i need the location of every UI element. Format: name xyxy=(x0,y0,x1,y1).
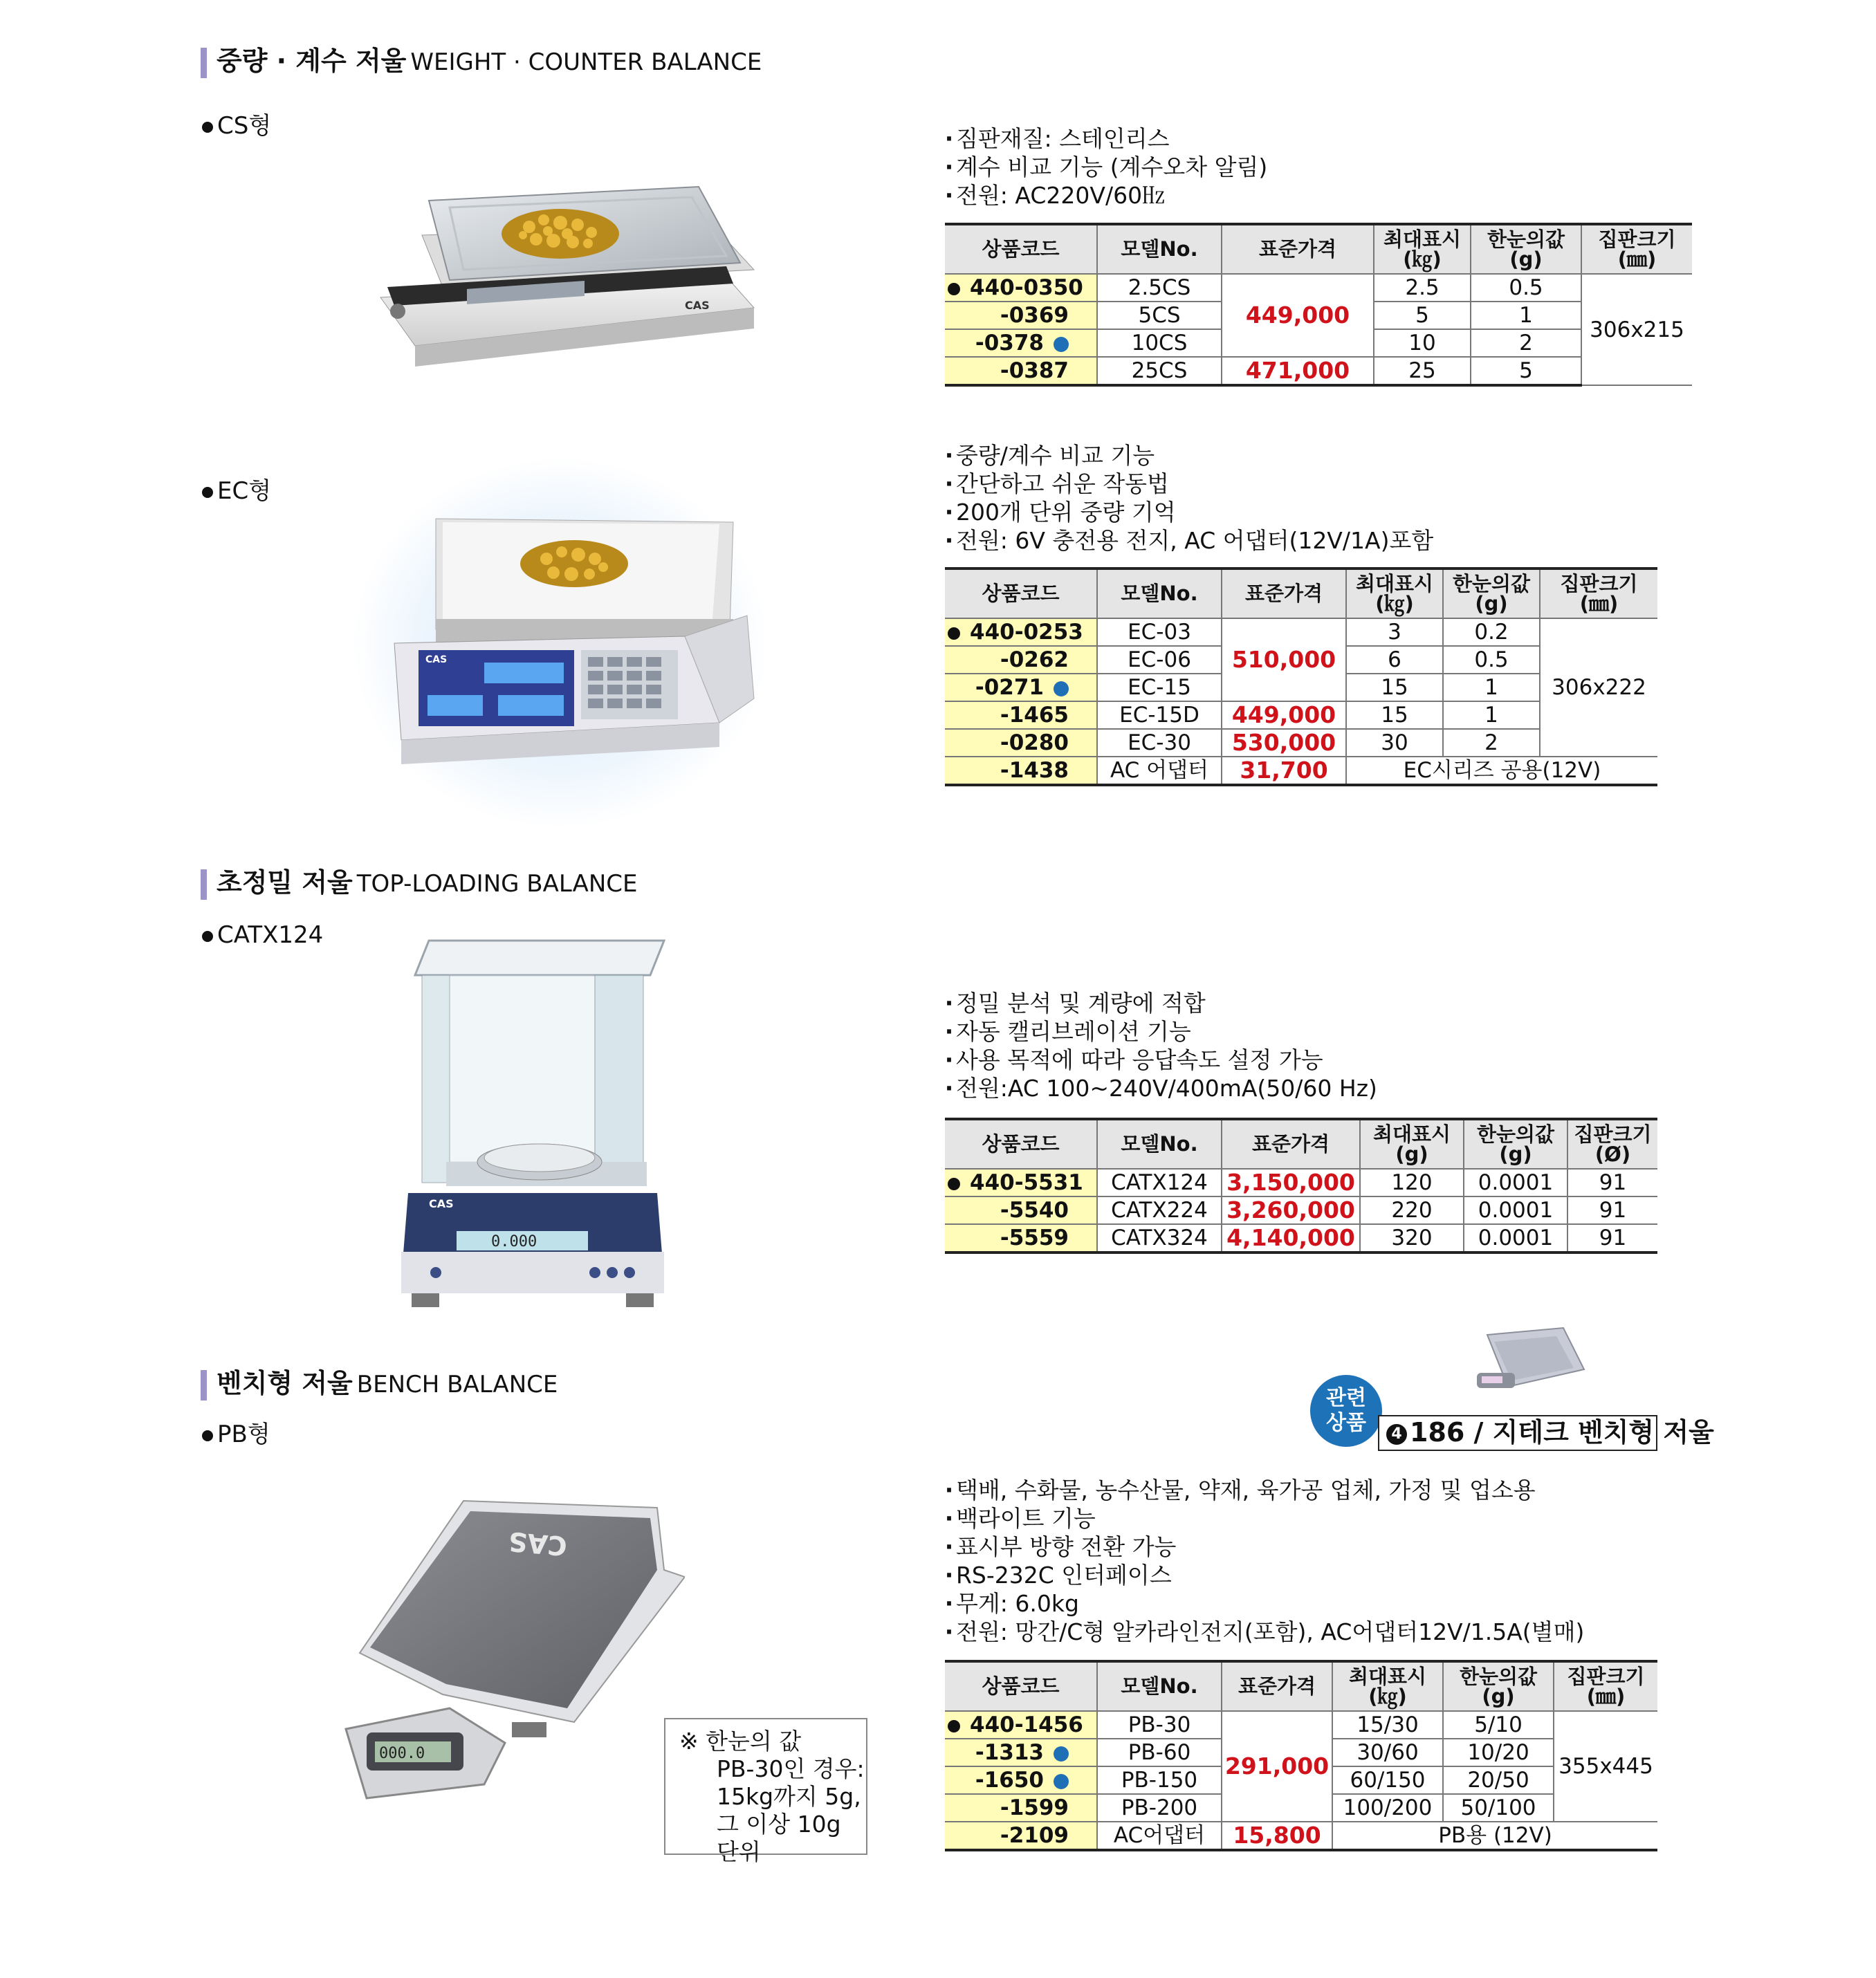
pb-scale-image xyxy=(339,1494,685,1805)
product-code-cell xyxy=(945,1169,1097,1196)
price-cell: 31,700 xyxy=(1222,757,1346,785)
division-cell: 0.0001 xyxy=(1464,1224,1567,1253)
section-bar xyxy=(201,869,207,900)
product-code: 440-0253 xyxy=(970,620,1083,645)
header-pan xyxy=(1581,224,1692,274)
product-code-cell: -1465 xyxy=(945,701,1097,729)
related-product-text: 186 / 지테크 벤치형 저울 xyxy=(1410,1417,1714,1448)
note-line: 그 이상 10g 단위 xyxy=(717,1811,841,1865)
product-code-cell: -1438 xyxy=(945,757,1097,785)
model-cell: 5CS xyxy=(1097,302,1222,329)
model-cell: EC-06 xyxy=(1097,646,1222,674)
header-unit: (㎜) xyxy=(1617,247,1657,271)
price-cell: 530,000 xyxy=(1222,729,1346,757)
header-unit: (㎜) xyxy=(1586,1684,1626,1708)
product-code: 440-5531 xyxy=(970,1170,1083,1195)
product-code-cell xyxy=(945,618,1097,646)
table-row xyxy=(945,757,1657,785)
pb-features xyxy=(942,1476,1584,1646)
main-item-bullet-icon xyxy=(948,1178,960,1190)
note-line: PB-30인 경우: xyxy=(717,1755,865,1782)
type-label: PB형 xyxy=(217,1421,270,1448)
feature-item: · 택배, 수화물, 농수산물, 약재, 육가공 업체, 가정 및 업소용 xyxy=(942,1476,1584,1504)
header-code: 상품코드 xyxy=(945,569,1097,618)
header-division xyxy=(1443,1661,1554,1711)
price-cell: 4,140,000 xyxy=(1222,1224,1360,1253)
header-unit: (㎜) xyxy=(1579,591,1619,616)
model-cell: EC-15D xyxy=(1097,701,1222,729)
brand-logo: CAS xyxy=(507,1526,569,1562)
model-cell: 2.5CS xyxy=(1097,274,1222,302)
header-unit: (g) xyxy=(1482,1684,1515,1708)
header-pan xyxy=(1540,569,1657,618)
feature-item: · 정밀 분석 및 계량에 적합 xyxy=(942,989,1377,1017)
feature-item: · 중량/계수 비교 기능 xyxy=(942,441,1433,470)
table-row xyxy=(945,618,1657,646)
header-model: 모델No. xyxy=(1097,569,1222,618)
header-text: 한눈의값 xyxy=(1459,1664,1538,1688)
badge-text: 상품 xyxy=(1326,1411,1366,1435)
header-code: 상품코드 xyxy=(945,224,1097,274)
model-cell: CATX324 xyxy=(1097,1224,1222,1253)
price-cell: 3,260,000 xyxy=(1222,1196,1360,1224)
product-code-cell xyxy=(945,1766,1097,1794)
header-price: 표준가격 xyxy=(1222,224,1374,274)
model-cell: 25CS xyxy=(1097,357,1222,385)
section-title-en: WEIGHT · COUNTER BALANCE xyxy=(410,48,762,76)
header-division xyxy=(1471,224,1581,274)
model-cell: 10CS xyxy=(1097,329,1222,357)
section-title-top-loading xyxy=(201,866,638,900)
header-unit: (Ø) xyxy=(1594,1142,1631,1166)
bullet-icon xyxy=(202,1430,213,1441)
model-cell: AC 어댑터 xyxy=(1097,757,1222,785)
header-price: 표준가격 xyxy=(1222,1661,1332,1711)
model-cell: EC-03 xyxy=(1097,618,1222,646)
pan-size-cell: 355x445 xyxy=(1554,1711,1657,1822)
type-label: EC형 xyxy=(217,477,272,505)
display-reading: 0.000 xyxy=(491,1233,537,1250)
header-unit: (g) xyxy=(1499,1142,1532,1166)
header-unit: (㎏) xyxy=(1403,247,1442,271)
feature-item: · 표시부 방향 전환 가능 xyxy=(942,1533,1584,1561)
model-cell: CATX224 xyxy=(1097,1196,1222,1224)
table-row xyxy=(945,1711,1657,1739)
section-title-bench xyxy=(201,1367,558,1401)
new-item-dot-icon xyxy=(1054,337,1069,352)
price-cell: 510,000 xyxy=(1222,618,1346,701)
price-cell: 449,000 xyxy=(1222,274,1374,357)
main-item-bullet-icon xyxy=(948,1720,960,1732)
brand-logo: CAS xyxy=(685,299,710,312)
related-product-link[interactable] xyxy=(1378,1415,1714,1451)
header-text: 집판크기 xyxy=(1567,1664,1645,1688)
ec-spec-table xyxy=(945,567,1657,786)
feature-item: · 전원: 6V 충전용 전지, AC 어댑터(12V/1A)포함 xyxy=(942,526,1433,555)
product-code: -1650 xyxy=(975,1768,1044,1793)
model-cell: PB-150 xyxy=(1097,1766,1222,1794)
feature-item: · 200개 단위 중량 기억 xyxy=(942,498,1433,526)
product-code: 440-1456 xyxy=(970,1712,1083,1737)
header-text: 최대표시 xyxy=(1355,571,1434,595)
feature-item: · 자동 캘리브레이션 기능 xyxy=(942,1017,1377,1046)
table-row xyxy=(945,274,1692,302)
header-text: 한눈의값 xyxy=(1452,571,1531,595)
product-code-cell xyxy=(945,329,1097,357)
pan-size-cell: 306x215 xyxy=(1581,274,1692,385)
feature-item: · 사용 목적에 따라 응답속도 설정 가능 xyxy=(942,1046,1377,1074)
header-text: 집판크기 xyxy=(1598,227,1676,251)
related-products-badge xyxy=(1310,1375,1382,1447)
division-cell: 0.2 xyxy=(1443,618,1540,646)
model-cell: CATX124 xyxy=(1097,1169,1222,1196)
max-cell: 25 xyxy=(1374,357,1471,385)
product-code: -0271 xyxy=(975,675,1044,700)
main-item-bullet-icon xyxy=(948,627,960,640)
header-division xyxy=(1464,1119,1567,1169)
header-text: 최대표시 xyxy=(1372,1122,1451,1146)
header-text: 집판크기 xyxy=(1574,1122,1652,1146)
new-item-dot-icon xyxy=(1054,681,1069,696)
model-cell: PB-60 xyxy=(1097,1739,1222,1766)
max-cell: 320 xyxy=(1360,1224,1464,1253)
max-cell: 15 xyxy=(1346,701,1443,729)
feature-item: · 계수 비교 기능 (계수오차 알림) xyxy=(942,153,1267,181)
header-max xyxy=(1346,569,1443,618)
product-type-ec xyxy=(202,472,271,506)
header-code: 상품코드 xyxy=(945,1119,1097,1169)
model-cell: PB-30 xyxy=(1097,1711,1222,1739)
max-cell: 30 xyxy=(1346,729,1443,757)
header-model: 모델No. xyxy=(1097,1119,1222,1169)
max-cell: 30/60 xyxy=(1332,1739,1443,1766)
ec-scale-image xyxy=(346,443,775,830)
max-cell: 2.5 xyxy=(1374,274,1471,302)
header-text: 최대표시 xyxy=(1348,1664,1427,1688)
feature-item: · 간단하고 쉬운 작동법 xyxy=(942,470,1433,498)
header-unit: (㎏) xyxy=(1375,591,1414,616)
max-cell: 5 xyxy=(1374,302,1471,329)
header-max xyxy=(1360,1119,1464,1169)
feature-item: · 전원:AC 100~240V/400mA(50/60 Hz) xyxy=(942,1074,1377,1102)
pan-size-cell: 91 xyxy=(1567,1169,1657,1196)
feature-item: · 전원: AC220V/60㎐ xyxy=(942,181,1267,210)
feature-item: · 백라이트 기능 xyxy=(942,1504,1584,1533)
bullet-icon xyxy=(202,487,213,498)
note-line: 15kg까지 5g, xyxy=(717,1783,861,1810)
header-text: 한눈의값 xyxy=(1476,1122,1555,1146)
table-row xyxy=(945,1224,1657,1253)
price-cell: 449,000 xyxy=(1222,701,1346,729)
product-code-cell: -1599 xyxy=(945,1794,1097,1822)
cs-spec-table xyxy=(945,223,1692,387)
product-code-cell: -0387 xyxy=(945,357,1097,385)
product-code-cell: -0280 xyxy=(945,729,1097,757)
header-text: 최대표시 xyxy=(1383,227,1462,251)
feature-item: · 전원: 망간/C형 알카라인전지(포함), AC어댑터12V/1.5A(별매) xyxy=(942,1618,1584,1646)
section-title-en: TOP-LOADING BALANCE xyxy=(356,870,638,898)
header-unit: (g) xyxy=(1509,247,1543,271)
model-cell: AC어댑터 xyxy=(1097,1822,1222,1850)
note-cell: EC시리즈 공용(12V) xyxy=(1346,757,1657,785)
product-code-cell xyxy=(945,674,1097,701)
max-cell: 10 xyxy=(1374,329,1471,357)
header-unit: (g) xyxy=(1395,1142,1428,1166)
type-label: CATX124 xyxy=(217,921,324,949)
header-text: 집판크기 xyxy=(1560,571,1638,595)
price-cell: 15,800 xyxy=(1222,1822,1332,1850)
max-cell: 220 xyxy=(1360,1196,1464,1224)
display-reading: 000.0 xyxy=(379,1745,425,1762)
badge-text: 관련 xyxy=(1326,1386,1366,1410)
pb-spec-table xyxy=(945,1660,1657,1851)
section-title-ko: 벤치형 저울 xyxy=(217,1368,353,1398)
header-max xyxy=(1374,224,1471,274)
catx-spec-table xyxy=(945,1118,1657,1254)
bullet-icon xyxy=(202,122,213,133)
model-cell: EC-30 xyxy=(1097,729,1222,757)
section-title-ko: 초정밀 저울 xyxy=(217,867,353,898)
division-cell: 5 xyxy=(1471,357,1581,385)
header-pan xyxy=(1567,1119,1657,1169)
header-division xyxy=(1443,569,1540,618)
product-code: 440-0350 xyxy=(970,275,1083,300)
cs-features xyxy=(942,124,1267,210)
section-title-en: BENCH BALANCE xyxy=(356,1371,558,1398)
division-cell: 0.0001 xyxy=(1464,1169,1567,1196)
chapter-number-icon: 4 xyxy=(1386,1424,1407,1445)
division-cell: 1 xyxy=(1443,674,1540,701)
division-cell: 10/20 xyxy=(1443,1739,1554,1766)
product-code-cell xyxy=(945,1739,1097,1766)
max-cell: 120 xyxy=(1360,1169,1464,1196)
product-type-catx xyxy=(202,921,323,949)
header-model: 모델No. xyxy=(1097,1661,1222,1711)
feature-item: · RS-232C 인터페이스 xyxy=(942,1561,1584,1589)
max-cell: 15 xyxy=(1346,674,1443,701)
max-cell: 100/200 xyxy=(1332,1794,1443,1822)
product-type-cs xyxy=(202,107,271,140)
brand-logo: CAS xyxy=(429,1197,454,1210)
product-code: -1313 xyxy=(975,1740,1044,1765)
product-code-cell xyxy=(945,274,1097,302)
table-row xyxy=(945,1822,1657,1850)
max-cell: 15/30 xyxy=(1332,1711,1443,1739)
header-pan xyxy=(1554,1661,1657,1711)
header-code: 상품코드 xyxy=(945,1661,1097,1711)
division-note-box xyxy=(664,1718,867,1865)
note-line: ※ 한눈의 값 xyxy=(679,1728,802,1755)
max-cell: 60/150 xyxy=(1332,1766,1443,1794)
product-code-cell: -0369 xyxy=(945,302,1097,329)
product-code-cell: -5559 xyxy=(945,1224,1097,1253)
ec-features xyxy=(942,441,1433,555)
section-title-ko: 중량 · 계수 저울 xyxy=(217,46,407,76)
pan-size-cell: 91 xyxy=(1567,1196,1657,1224)
product-code-cell: -0262 xyxy=(945,646,1097,674)
division-cell: 5/10 xyxy=(1443,1711,1554,1739)
table-row xyxy=(945,1169,1657,1196)
price-cell: 3,150,000 xyxy=(1222,1169,1360,1196)
model-cell: EC-15 xyxy=(1097,674,1222,701)
division-cell: 0.0001 xyxy=(1464,1196,1567,1224)
feature-item: · 무게: 6.0kg xyxy=(942,1589,1584,1618)
section-title-weight-counter xyxy=(201,44,762,79)
catx-balance-image xyxy=(387,927,678,1328)
header-max xyxy=(1332,1661,1443,1711)
new-item-dot-icon xyxy=(1054,1746,1069,1762)
header-price: 표준가격 xyxy=(1222,1119,1360,1169)
section-bar xyxy=(201,1370,207,1401)
division-cell: 0.5 xyxy=(1471,274,1581,302)
division-cell: 1 xyxy=(1471,302,1581,329)
new-item-dot-icon xyxy=(1054,1774,1069,1789)
section-bar xyxy=(201,48,207,78)
division-cell: 2 xyxy=(1443,729,1540,757)
related-product-thumbnail xyxy=(1466,1321,1591,1404)
header-unit: (㎏) xyxy=(1368,1684,1407,1708)
header-unit: (g) xyxy=(1475,591,1508,616)
pan-size-cell: 91 xyxy=(1567,1224,1657,1253)
division-cell: 1 xyxy=(1443,701,1540,729)
price-cell: 471,000 xyxy=(1222,357,1374,385)
catx-features xyxy=(942,989,1377,1102)
max-cell: 3 xyxy=(1346,618,1443,646)
feature-item: · 짐판재질: 스테인리스 xyxy=(942,124,1267,153)
header-price: 표준가격 xyxy=(1222,569,1346,618)
product-code-cell xyxy=(945,1711,1097,1739)
division-cell: 0.5 xyxy=(1443,646,1540,674)
model-cell: PB-200 xyxy=(1097,1794,1222,1822)
division-cell: 2 xyxy=(1471,329,1581,357)
note-cell: PB용 (12V) xyxy=(1332,1822,1657,1850)
main-item-bullet-icon xyxy=(948,283,960,295)
header-text: 한눈의값 xyxy=(1487,227,1565,251)
max-cell: 6 xyxy=(1346,646,1443,674)
cs-scale-image xyxy=(367,138,761,367)
product-code-cell: -5540 xyxy=(945,1196,1097,1224)
product-type-pb xyxy=(202,1415,270,1449)
type-label: CS형 xyxy=(217,112,272,140)
product-code: -0378 xyxy=(975,331,1044,355)
table-row xyxy=(945,1196,1657,1224)
pan-size-cell: 306x222 xyxy=(1540,618,1657,757)
header-model: 모델No. xyxy=(1097,224,1222,274)
brand-logo: CAS xyxy=(425,654,448,665)
division-cell: 20/50 xyxy=(1443,1766,1554,1794)
table-row xyxy=(945,357,1692,385)
price-cell: 291,000 xyxy=(1222,1711,1332,1822)
product-code-cell: -2109 xyxy=(945,1822,1097,1850)
bullet-icon xyxy=(202,931,213,942)
division-cell: 50/100 xyxy=(1443,1794,1554,1822)
